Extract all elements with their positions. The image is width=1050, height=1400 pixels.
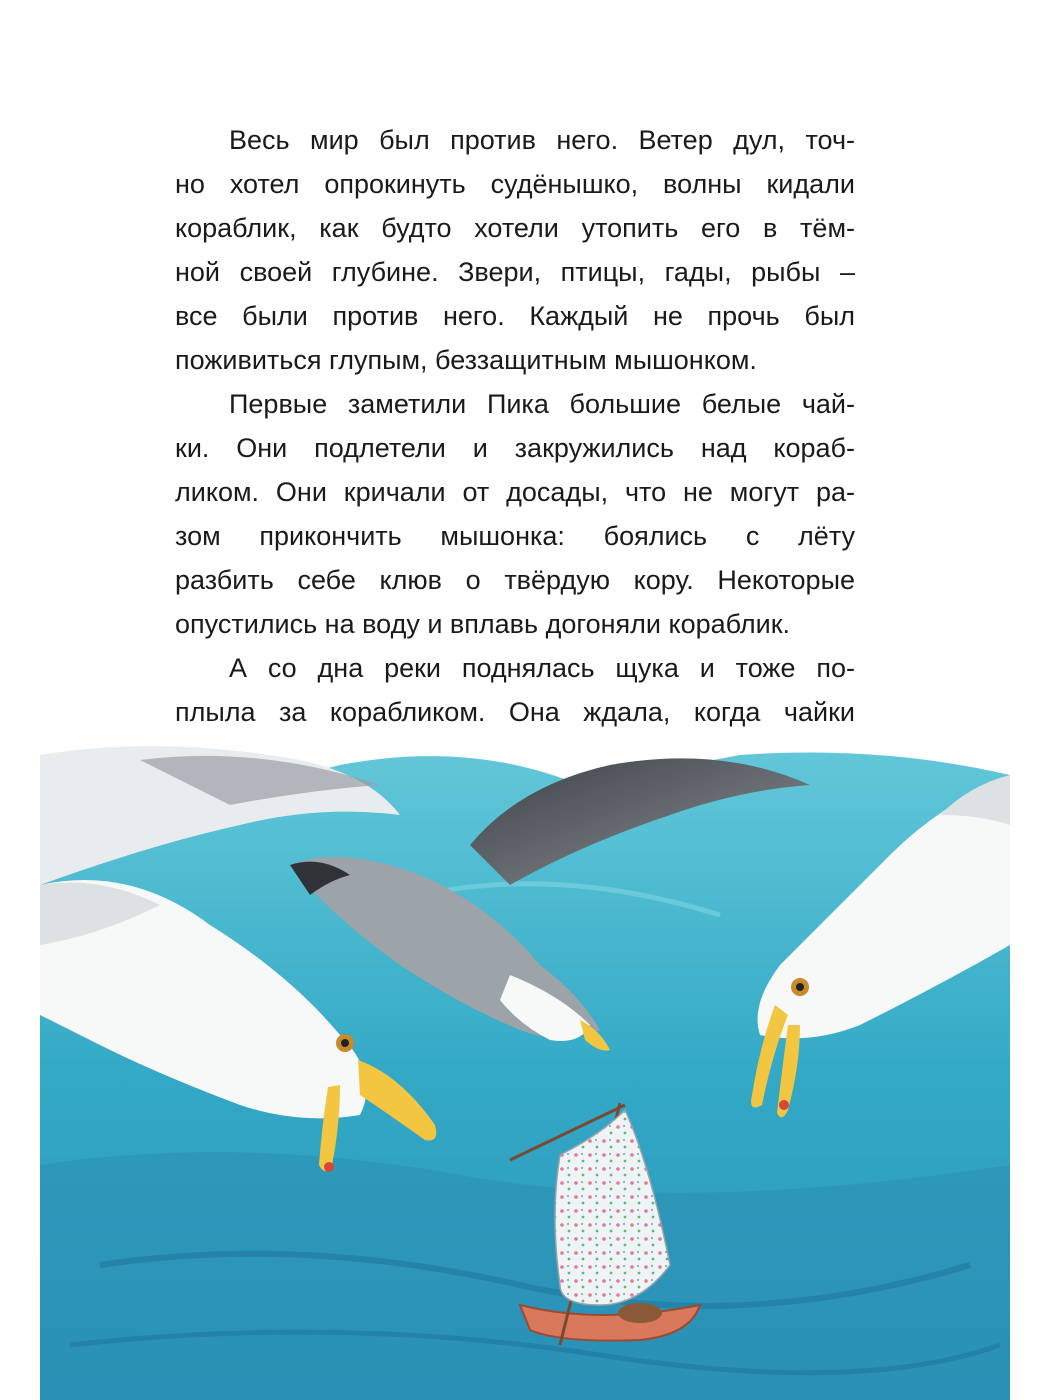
mouse [618, 1303, 662, 1323]
paragraph-3 [175, 646, 855, 734]
text-line: все были против него. Каждый не прочь был [175, 301, 855, 331]
illustration-svg [40, 745, 1010, 1400]
text-line: поживиться глупым, беззащитным мышонком. [175, 345, 757, 375]
text-line: Первые заметили Пика большие белые чай- [229, 389, 855, 419]
text-line: зом прикончить мышонка: боялись с лёту [175, 521, 855, 551]
text-line: опустились на воду и вплавь догоняли кораблик. [175, 609, 791, 639]
text-line: плыла за корабликом. Она ждала, когда чайки [175, 697, 855, 727]
seagulls-illustration [40, 745, 1010, 1400]
paragraph-1 [175, 118, 855, 382]
text-line: но хотел опрокинуть судёнышко, волны кидали [175, 169, 855, 199]
paragraph-2 [175, 382, 855, 646]
text-line: ки. Они подлетели и закружились над кораб- [175, 433, 855, 463]
story-text [175, 118, 855, 734]
text-line: А со дна реки поднялась щука и тоже по- [229, 653, 855, 683]
text-line: разбить себе клюв о твёрдую кору. Некоторые [175, 565, 855, 595]
text-line: ной своей глубине. Звери, птицы, гады, рыбы – [175, 257, 855, 287]
text-line: кораблик, как будто хотели утопить его в тём- [175, 213, 855, 243]
text-line: Весь мир был против него. Ветер дул, точ- [229, 125, 855, 155]
text-line: ликом. Они кричали от досады, что не могут ра- [175, 477, 855, 507]
